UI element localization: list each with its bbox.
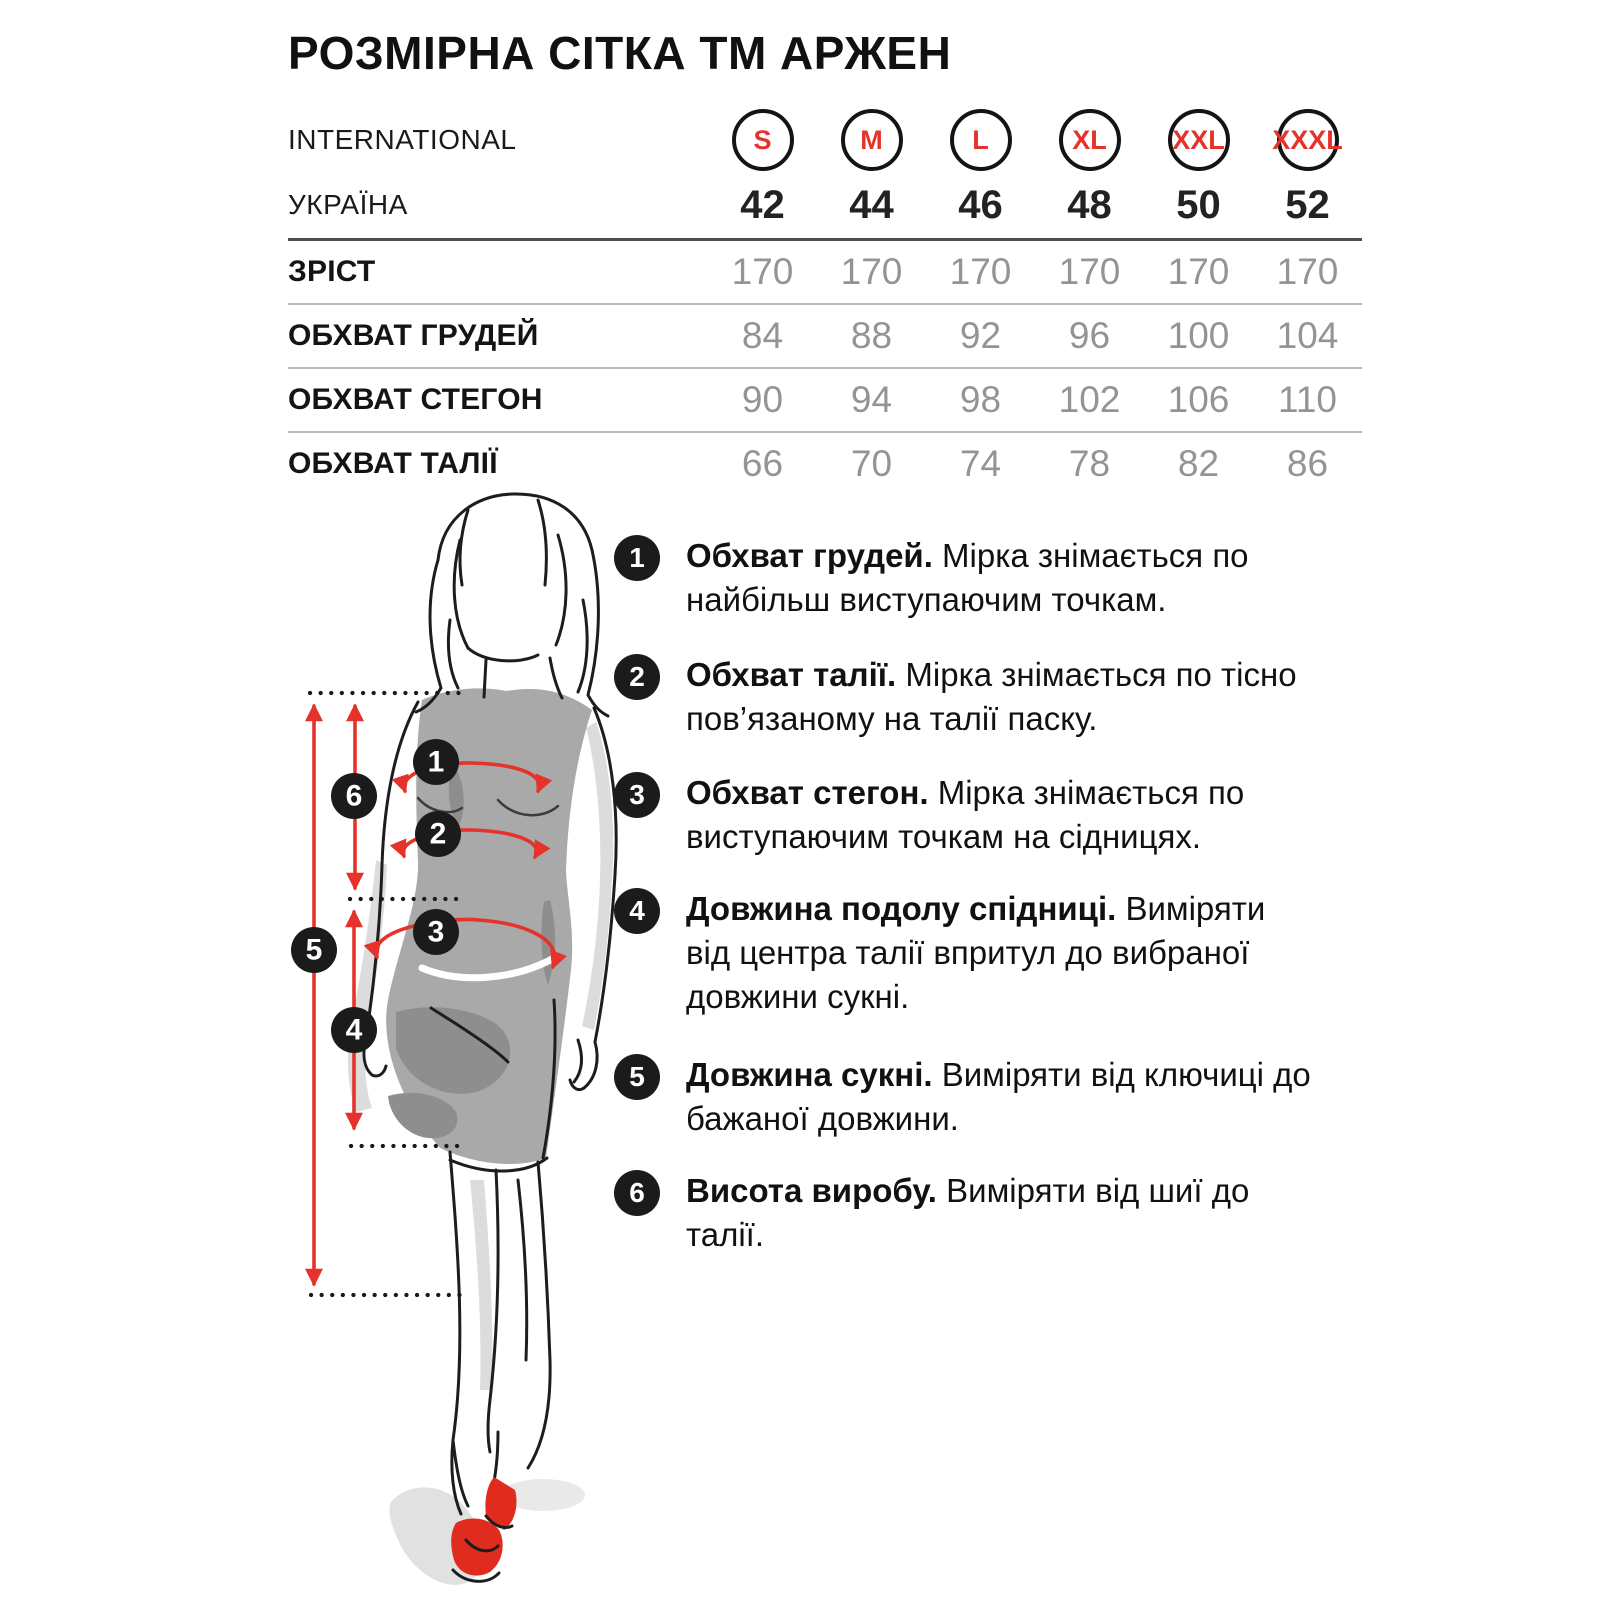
row-label: ЗРІСТ	[288, 255, 376, 288]
table-cell: 94	[850, 379, 893, 420]
svg-text:5: 5	[305, 933, 323, 967]
legend-text: Висота виробу. Виміряти від шиї до талії.	[686, 1172, 1250, 1253]
table-cell: 170	[1167, 251, 1230, 292]
svg-text:2: 2	[429, 817, 447, 851]
row-label: ОБХВАТ ТАЛІЇ	[288, 447, 498, 480]
legend-text: Обхват грудей. Мірка знімається по найбільш виступаючим точкам.	[686, 537, 1249, 618]
table-cell: 102	[1058, 379, 1121, 420]
legend-number-badge: 3	[614, 772, 660, 818]
table-row-waist	[288, 433, 1362, 495]
page-title: РОЗМІРНА СІТКА ТМ АРЖЕН	[288, 27, 952, 79]
svg-text:4: 4	[345, 1013, 363, 1047]
svg-text:3: 3	[427, 915, 445, 949]
size-circle-s: S	[732, 109, 794, 171]
size-circle-xl: XL	[1059, 109, 1121, 171]
table-cell: 170	[840, 251, 903, 292]
row-label-ukraine: УКРАЇНА	[288, 189, 408, 220]
legend-number-badge: 2	[614, 654, 660, 700]
legend-number-badge: 1	[614, 535, 660, 581]
size-table	[288, 108, 1362, 495]
table-cell: 170	[1058, 251, 1121, 292]
table-cell: 70	[850, 443, 893, 484]
table-cell: 170	[949, 251, 1012, 292]
legend-number-badge: 6	[614, 1170, 660, 1216]
table-cell: 104	[1276, 315, 1339, 356]
ukraine-size-value: 42	[740, 182, 785, 227]
table-cell: 170	[1276, 251, 1339, 292]
legend-number-badge: 5	[614, 1054, 660, 1100]
row-label: ОБХВАТ ГРУДЕЙ	[288, 319, 539, 352]
table-cell: 100	[1167, 315, 1230, 356]
legend-text: Обхват талії. Мірка знімається по тісно пов’язаному на талії паску.	[686, 656, 1297, 737]
size-circle-m: M	[841, 109, 903, 171]
figure-badge-4	[331, 1007, 377, 1053]
table-row-bust	[288, 305, 1362, 367]
legend-item-6	[614, 1169, 1318, 1257]
legend-item-4	[614, 887, 1318, 1019]
size-circle-l: L	[950, 109, 1012, 171]
table-cell: 84	[741, 315, 784, 356]
table-row-hips	[288, 369, 1362, 431]
legend-item-5	[614, 1053, 1318, 1141]
red-shoes	[451, 1477, 516, 1581]
ukraine-size-value: 48	[1067, 182, 1112, 227]
figure-badge-5	[291, 927, 337, 973]
row-label-international: INTERNATIONAL	[288, 124, 517, 155]
legend-text: Довжина подолу спідниці. Виміряти від центра талії впритул до вибраної довжини сукні.	[686, 890, 1266, 1015]
table-cell: 92	[959, 315, 1002, 356]
size-circle-xxxl: XXXL	[1277, 109, 1339, 171]
legend-item-1	[614, 534, 1318, 622]
legend-item-2	[614, 653, 1318, 741]
ukraine-size-value: 46	[958, 182, 1003, 227]
table-row-international	[288, 108, 1362, 172]
ukraine-size-value: 44	[849, 182, 894, 227]
table-cell: 74	[959, 443, 1002, 484]
legend-text: Довжина сукні. Виміряти від ключиці до бажаної довжини.	[686, 1056, 1311, 1137]
legend-item-3	[614, 771, 1318, 859]
table-cell: 96	[1068, 315, 1111, 356]
figure-badge-6	[331, 773, 377, 819]
figure-badge-2	[415, 811, 461, 857]
table-cell: 88	[850, 315, 893, 356]
table-cell: 98	[959, 379, 1002, 420]
table-cell: 82	[1177, 443, 1220, 484]
table-cell: 90	[741, 379, 784, 420]
figure-badge-1	[413, 739, 459, 785]
svg-text:6: 6	[345, 779, 363, 813]
table-cell: 170	[731, 251, 794, 292]
table-cell: 86	[1286, 443, 1329, 484]
size-circle-xxl: XXL	[1168, 109, 1230, 171]
table-cell: 110	[1278, 379, 1337, 420]
ukraine-size-value: 50	[1176, 182, 1221, 227]
table-cell: 106	[1167, 379, 1230, 420]
legend-number-badge: 4	[614, 888, 660, 934]
table-cell: 78	[1068, 443, 1111, 484]
svg-text:1: 1	[427, 745, 445, 779]
figure-badge-3	[413, 909, 459, 955]
row-label: ОБХВАТ СТЕГОН	[288, 383, 543, 416]
legend-text: Обхват стегон. Мірка знімається по виступаючим точкам на сідницях.	[686, 774, 1245, 855]
ukraine-size-value: 52	[1285, 182, 1330, 227]
table-row-ukraine	[288, 172, 1362, 238]
table-row-height	[288, 241, 1362, 303]
table-cell: 66	[741, 443, 784, 484]
